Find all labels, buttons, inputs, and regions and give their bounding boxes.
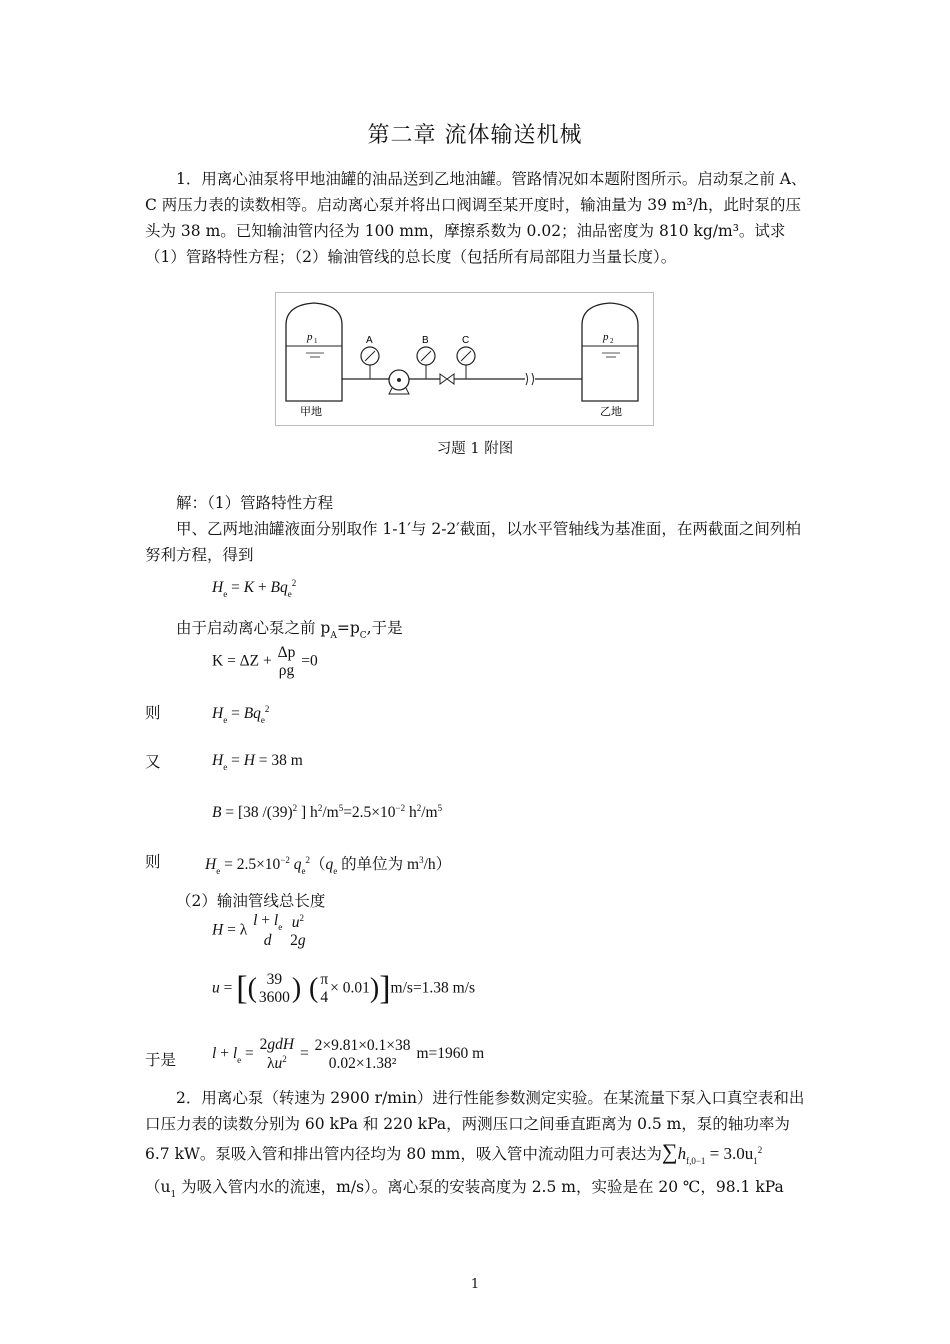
equation-1: $H_e = K + Bq_e^2$ xyxy=(212,578,297,599)
equation-9: $l + l_e$ = 2gdH $\lambda u^2$ = 2×9.81×0.1×38 0.02×1.38² m=1960 m xyxy=(212,1036,485,1072)
eq9-den2: 0.02×1.38² xyxy=(328,1054,397,1072)
gauge-c-label: C xyxy=(462,335,470,346)
tank-right xyxy=(582,303,638,418)
eq8-right: m/s=1.38 m/s xyxy=(390,979,476,997)
eq2-fraction xyxy=(276,644,298,680)
equation-6: $H_e = 2.5\times 10^{-2}$ $q_e^2(q_e$ 的单位为 $m^3/h$） xyxy=(205,855,452,876)
sum-right: = 3.0u xyxy=(709,1144,754,1163)
eq8-mul: × 0.01 xyxy=(330,979,370,997)
pipe xyxy=(342,373,582,385)
solution-heading-1: 解：（1）管路特性方程 xyxy=(176,494,334,512)
eq9-num2: 2×9.81×0.1×38 xyxy=(314,1036,411,1054)
eq9-right: m=1960 m xyxy=(416,1045,485,1063)
gauge-a-icon xyxy=(361,335,379,379)
eq9-fraction-1: 2gdH $\lambda u^2$ xyxy=(259,1036,295,1072)
sum-right-sub: 1 xyxy=(753,1156,758,1166)
gauge-a-label: A xyxy=(366,335,373,346)
gauge-b-label: B xyxy=(422,335,429,346)
eq2-den: ρg xyxy=(278,662,295,679)
p2-sub: 2 xyxy=(610,337,614,345)
chapter-title: 第二章 流体输送机械 xyxy=(367,123,583,148)
p2-label: p xyxy=(603,331,609,343)
condition-text-1: 由于启动离心泵之前 p xyxy=(176,619,331,637)
gauge-c-icon xyxy=(457,335,475,379)
p1-label: p xyxy=(307,331,313,343)
problem-2-text-b: 为吸入管内水的流速，m/s）。离心泵的安装高度为 2.5 m，实验是在 20 ℃，98.1 kPa xyxy=(176,1178,784,1196)
eq2-left: K = ΔZ + xyxy=(212,652,272,670)
tank-left-label: 甲地 xyxy=(300,405,322,418)
problem-2-text xyxy=(145,1085,810,1208)
eq8-num1: 39 xyxy=(266,971,283,988)
gauge-b-icon xyxy=(417,335,435,379)
pump-icon xyxy=(389,370,409,394)
eq7-fraction-2: $u^2$ 2g xyxy=(290,912,306,949)
eq2-num: Δp xyxy=(277,644,296,661)
valve-icon xyxy=(440,374,454,384)
problem-2-text-b-sub: 1 xyxy=(170,1190,177,1200)
label-also: 又 xyxy=(145,753,161,771)
eq7-fraction-1: $l + l_e$ d xyxy=(253,912,283,949)
label-then-1: 则 xyxy=(145,704,161,722)
eq8-den1: 3600 xyxy=(258,989,290,1006)
equation-7: H = λ $l + l_e$ d $u^2$ 2g xyxy=(212,912,306,949)
equation-3: $H_e = Bq_e^2$ xyxy=(212,704,270,725)
solution-heading-2: （2）输油管线总长度 xyxy=(176,892,326,910)
eq8-fraction-2 xyxy=(318,971,330,1007)
eq2-right: =0 xyxy=(301,652,318,670)
problem-2-text-a: 2．用离心泵（转速为 2900 r/min）进行性能参数测定实验。在某流量下泵入口真空表和出口压力表的读数分别为 60 kPa 和 220 kPa，两测压口之间垂直距离为 0.5 m，泵的轴功率为 6.7 kW。泵吸入管和排出管内径均为 80 mm，吸入管中流动阻力可表达为 xyxy=(145,1089,805,1163)
pipeline-diagram xyxy=(276,293,653,425)
equation-2 xyxy=(212,644,318,680)
condition-sub-a: A xyxy=(330,631,337,641)
eq8-den2: 4 xyxy=(320,989,329,1006)
problem-1-text: 1．用离心油泵将甲地油罐的油品送到乙地油罐。管路情况如本题附图所示。启动泵之前 A、C 两压力表的读数相等。启动离心泵并将出口阀调至某开度时，输油量为 39 m³/h，此时泵的压头为 38 m。已知输油管内径为 100 mm，摩擦系数为 0.02；油品密度为 810 kg/m³。试求（1）管路特性方程；（2）输油管线的总长度（包括所有局部阻力当量长度）。 xyxy=(145,170,807,266)
label-thus: 于是 xyxy=(145,1051,177,1069)
figure-caption: 习题 1 附图 xyxy=(436,441,514,457)
p1-sub: 1 xyxy=(314,337,318,345)
sum-sub: f,0−1 xyxy=(686,1156,706,1166)
tank-right-label: 乙地 xyxy=(600,405,622,418)
problem-2-text-b-pre: （u xyxy=(145,1178,171,1196)
sum-right-sup: 2 xyxy=(757,1145,763,1155)
equation-4: $H_e = H = 38$ m xyxy=(212,752,303,772)
condition-text-2: =p xyxy=(336,619,360,637)
condition-sub-c: C xyxy=(359,631,367,641)
problem-1-figure xyxy=(275,292,654,426)
condition-text-3: ,于是 xyxy=(366,619,403,637)
solution-para-1: 甲、乙两地油罐液面分别取作 1-1′与 2-2′截面，以水平管轴线为基准面，在两截面之间列柏努利方程，得到 xyxy=(145,520,801,564)
resistance-expression: $\sum h_{f,0-1} = 3.0u_1^2$ xyxy=(661,1139,763,1166)
equation-5: B = [38 $/(39)^2$ ] $h^2/m^5=2.5\times 10^{-2}$ $h^2/m^5$ xyxy=(212,803,443,821)
label-then-2: 则 xyxy=(145,853,161,871)
eq9-fraction-2 xyxy=(313,1037,413,1073)
tank-left xyxy=(286,303,342,418)
page-number: 1 xyxy=(470,1277,480,1292)
eq8-fraction-1 xyxy=(257,971,292,1007)
equation-8: u = [( 39 3600 ) ( π 4 × 0.01)]m/s=1.38 m/s xyxy=(212,970,476,1007)
eq8-num2: π xyxy=(320,971,329,988)
